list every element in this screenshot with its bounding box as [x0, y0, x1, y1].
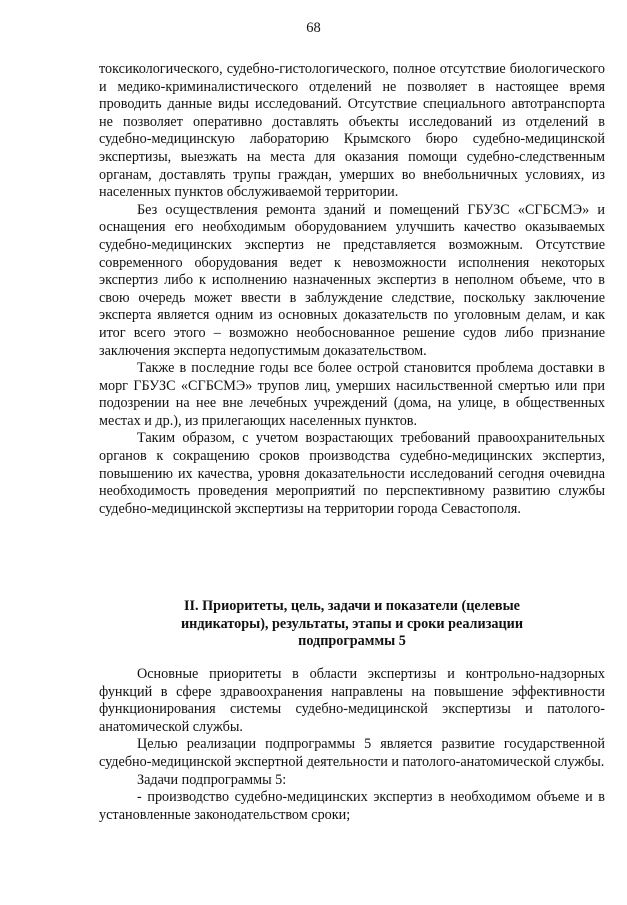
body-text-upper — [99, 61, 605, 518]
heading-line-1: II. Приоритеты, цель, задачи и показатели (целевые — [184, 598, 520, 614]
paragraph-repair: Без осуществления ремонта зданий и помещений ГБУЗС «СГБСМЭ» и оснащения его необходимым оборудованием улучшить качество оказываемых судебно-медицинских экспертиз не представляется возможным. Отсутствие современного оборудования ведет к невозможности исполнения некоторых экспертиз либо к исполнению назначенных экспертиз в неполном объеме, что в свою очередь может ввести в заблуждение следствие, поскольку заключение эксперта является одним из основных доказательств по уголовным делам, и как итог всего этого – возможно необоснованное решение судов либо признание заключения эксперта недопустимым доказательством. — [99, 201, 605, 359]
heading-line-2: индикаторы), результаты, этапы и сроки реализации — [180, 615, 524, 632]
section-heading — [99, 598, 605, 651]
paragraph-priorities: Основные приоритеты в области экспертизы и контрольно-надзорных функций в сфере здравоохранения направлены на повышение эффективности функционирования системы судебно-медицинской экспертизы и патолого-анатомической службы. — [99, 666, 605, 735]
paragraph-conclusion: Таким образом, с учетом возрастающих требований правоохранительных органов к сокращению сроков производства судебно-медицинских экспертиз, повышению их качества, уровня доказательности исследований сегодня очевидна необходимость проведения мероприятий по перспективному развитию службы судебно-медицинской экспертизы на территории города Севастополя. — [99, 430, 605, 517]
paragraph-tasks-label: Задачи подпрограммы 5: — [137, 771, 287, 788]
paragraph-delivery: Также в последние годы все более острой становится проблема доставки в морг ГБУЗС «СГБСМЭ» трупов лиц, умерших насильственной смертью или при подозрении на нее вне лечебных учреждений (дома, на улице, в общественных местах и др.), из прилегающих населенных пунктов. — [99, 360, 605, 429]
body-text-lower — [99, 666, 605, 824]
list-item-task-1: - производство судебно-медицинских экспертиз в необходимом объеме и в установленные законодательством сроки; — [99, 789, 605, 823]
paragraph-toxicology: токсикологического, судебно-гистологического, полное отсутствие биологического и медико-криминалистического отделений не позволяет в настоящее время проводить данные виды исследований. Отсутствие специального автотранспорта не позволяет оперативно доставлять объекты исследований из отделений в судебно-медицинскую лабораторию Крымского бюро судебно-медицинской экспертизы, выезжать на места для оказания помощи судебно-следственным органам, доставлять трупы граждан, умерших во внебольничных условиях, из населенных пунктов обслуживаемой территории. — [99, 61, 605, 201]
page-number: 68 — [306, 20, 321, 36]
paragraph-goal: Целью реализации подпрограммы 5 является развитие государственной судебно-медицинской экспертной деятельности и патолого-анатомической службы. — [99, 736, 605, 770]
heading-line-3: подпрограммы 5 — [298, 633, 406, 650]
